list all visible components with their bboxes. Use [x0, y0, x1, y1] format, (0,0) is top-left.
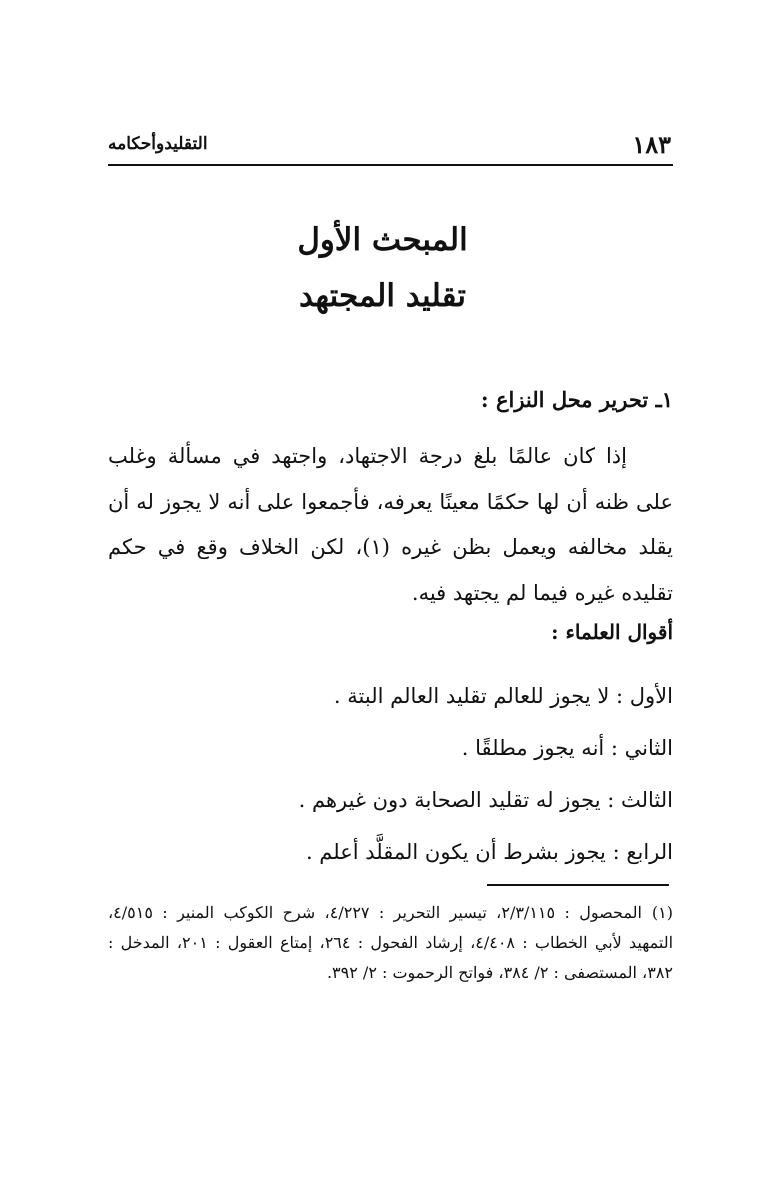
footnotes	[108, 898, 673, 988]
running-title: التقليدوأحكامه	[108, 134, 208, 154]
opinion-item: الرابع : يجوز بشرط أن يكون المقلَّد أعلم .	[305, 840, 673, 864]
footnote-divider	[487, 884, 669, 886]
footnote-text: المحصول : ٢/٣/١١٥، تيسير التحرير : ٤/٢٢٧، شرح الكوكب المنير : ٤/٥١٥، التمهيد لأبي الخطاب : ٤/٤٠٨، إرشاد الفحول : ٢٦٤، إمتاع العقول : ٢٠١، المدخل : ٣٨٢، المستصفى : ٢/ ٣٨٤، فواتح الرحموت : ٢/ ٣٩٢.	[108, 903, 674, 982]
opinion-item: الثاني : أنه يجوز مطلقًا .	[461, 736, 673, 760]
section-title: المبحث الأول	[297, 222, 468, 258]
page-number: ١٨٣	[632, 130, 671, 159]
opinions-list	[113, 670, 673, 878]
section-subtitle: تقليد المجتهد	[299, 278, 466, 314]
page-header	[108, 128, 673, 166]
opinions-heading: أقوال العلماء :	[551, 620, 673, 644]
footnote-number: (١)	[651, 903, 673, 922]
body-paragraph: إذا كان عالمًا بلغ درجة الاجتهاد، واجتهد في مسألة وغلب على ظنه أن لها حكمًا معينًا يعرفه، فأجمعوا على أنه لا يجوز له أن يقلد مخالفه ويعمل بظن غيره (١)، لكن الخلاف وقع في حكم تقليده غيره فيما لم يجتهد فيه.	[108, 444, 673, 605]
opinion-item: الأول : لا يجوز للعالم تقليد العالم البتة .	[333, 684, 673, 708]
point-heading: ١ـ تحرير محل النزاع :	[480, 387, 673, 412]
opinion-item: الثالث : يجوز له تقليد الصحابة دون غيرهم .	[298, 788, 673, 812]
